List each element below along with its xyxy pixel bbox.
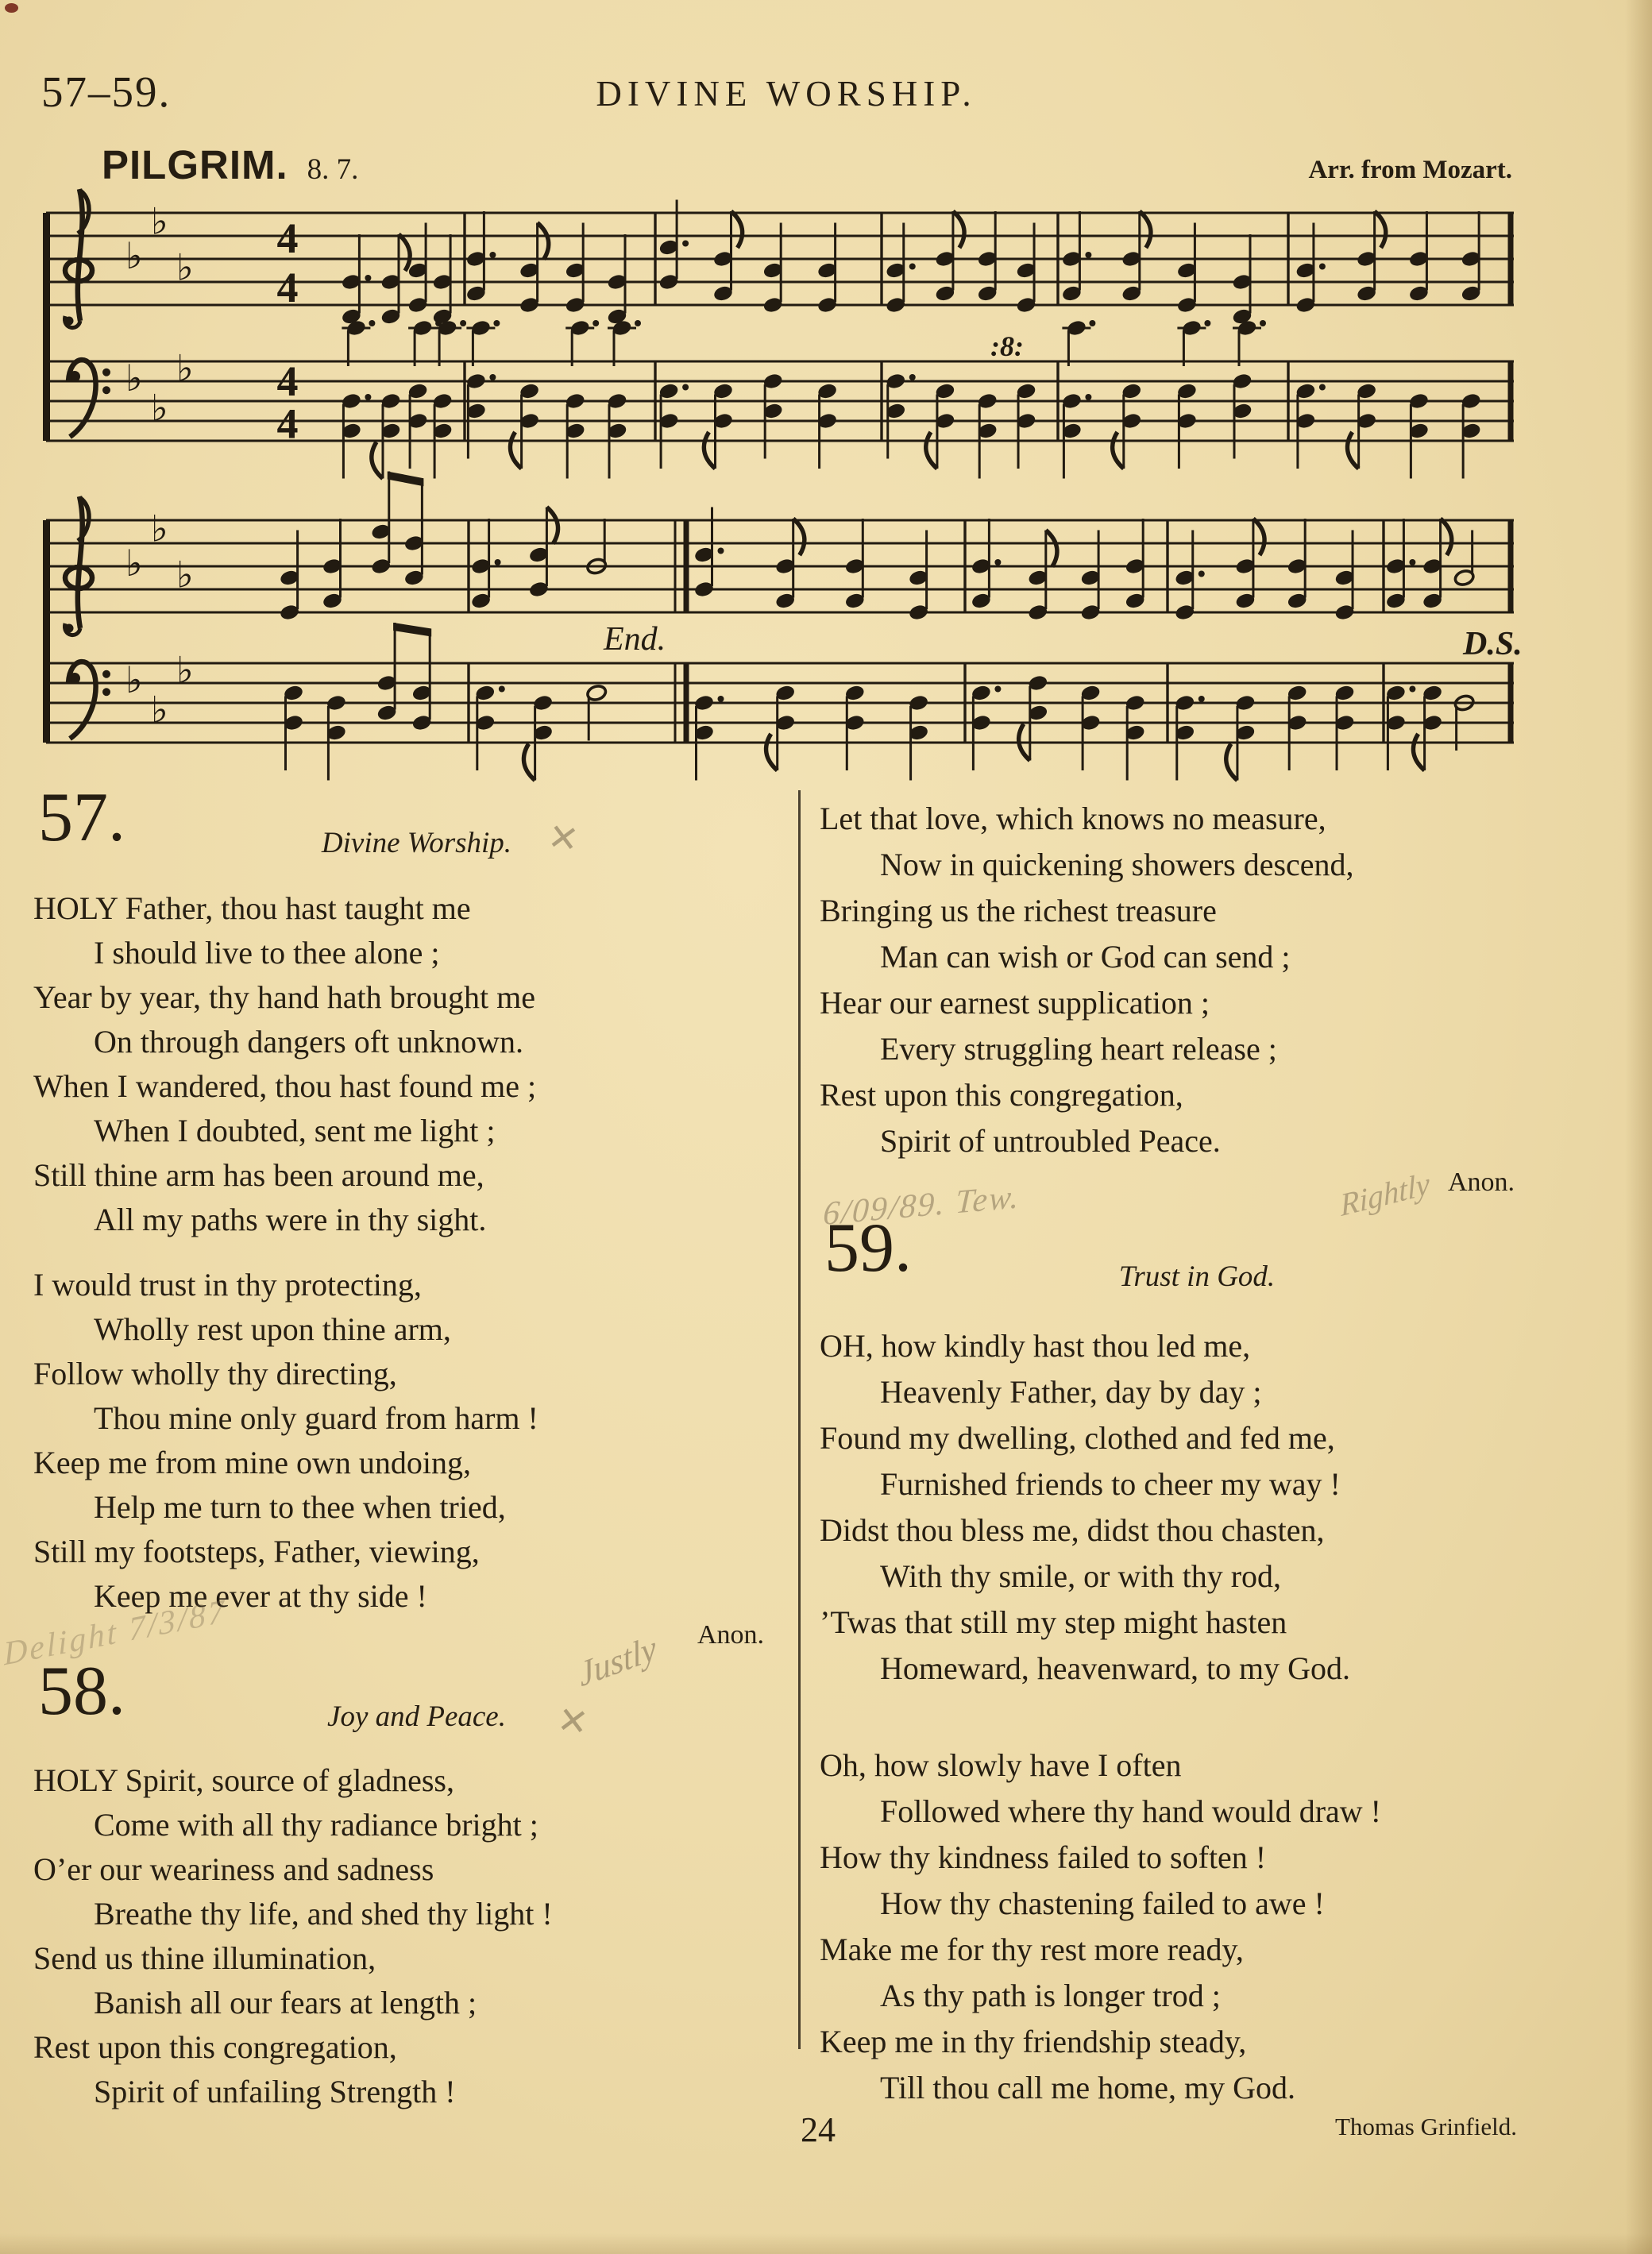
svg-text:4: 4 xyxy=(276,357,299,405)
svg-text:♭: ♭ xyxy=(176,346,194,390)
verse-line: Keep me from mine own undoing, xyxy=(33,1445,471,1480)
verse-line: Now in quickening showers descend, xyxy=(880,847,1354,882)
svg-text:♭: ♭ xyxy=(151,688,168,731)
svg-text:♭: ♭ xyxy=(176,245,194,289)
verse-line: Help me turn to thee when tried, xyxy=(94,1489,506,1525)
verse-line: Make me for thy rest more ready, xyxy=(820,1932,1244,1967)
pencil-x-mark: ✕ xyxy=(545,816,581,861)
ink-speck xyxy=(5,3,18,13)
tune-title-row xyxy=(102,141,358,188)
verse-line: Spirit of untroubled Peace. xyxy=(880,1123,1221,1159)
hymn-number: 57. xyxy=(38,779,125,856)
verse-line: Till thou call me home, my God. xyxy=(880,2070,1295,2105)
verse-line: I would trust in thy protecting, xyxy=(33,1267,422,1303)
svg-text:♭: ♭ xyxy=(151,507,168,550)
verse-line: Every struggling heart release ; xyxy=(880,1031,1277,1067)
verse-line: Found my dwelling, clothed and fed me, xyxy=(820,1420,1335,1456)
hymn-58-stanza-1 xyxy=(33,1758,800,2114)
svg-text:♭: ♭ xyxy=(151,199,168,243)
verse-line: Spirit of unfailing Strength ! xyxy=(94,2074,456,2109)
svg-text:D.S.: D.S. xyxy=(1463,626,1523,662)
verse-line: Heavenly Father, day by day ; xyxy=(880,1374,1262,1410)
verse-line: With thy smile, or with thy rod, xyxy=(880,1558,1282,1594)
hymn-title: Joy and Peace. xyxy=(327,1700,506,1733)
verse-line: Banish all our fears at length ; xyxy=(94,1985,477,2020)
page-edge-shadow xyxy=(0,2233,1652,2254)
hymn-number: 59. xyxy=(824,1210,912,1287)
pencil-x-mark: ✕ xyxy=(554,1699,591,1744)
hymn-57-attribution: Anon. xyxy=(697,1620,764,1650)
page-edge-shadow xyxy=(1625,0,1652,2254)
verse-line: Oh, how slowly have I often xyxy=(820,1747,1182,1783)
verse-line: Still my footsteps, Father, viewing, xyxy=(33,1534,480,1569)
verse-line: ’Twas that still my step might hasten xyxy=(820,1604,1287,1640)
verse-line: How thy kindness failed to soften ! xyxy=(820,1839,1267,1875)
verse-line: Hear our earnest supplication ; xyxy=(820,985,1210,1021)
pencil-note-justly: Justly xyxy=(575,1627,659,1695)
verse-line: Homeward, heavenward, to my God. xyxy=(880,1650,1351,1686)
arranger-credit: Arr. from Mozart. xyxy=(1308,156,1512,184)
page-number: 24 xyxy=(801,2110,836,2149)
tune-name: PILGRIM. xyxy=(102,142,288,187)
verse-line: When I doubted, sent me light ; xyxy=(94,1113,496,1148)
verse-line: I should live to thee alone ; xyxy=(94,935,440,971)
hymn-58-attribution: Anon. xyxy=(1447,1168,1515,1197)
hymn-59-attribution: Thomas Grinfield. xyxy=(1334,2113,1517,2140)
tune-meter: 8. 7. xyxy=(307,153,359,186)
verse-line: Furnished friends to cheer my way ! xyxy=(880,1466,1341,1502)
svg-text:♭: ♭ xyxy=(176,648,194,692)
hymn-number: 58. xyxy=(38,1653,125,1730)
verse-line: All my paths were in thy sight. xyxy=(94,1202,487,1237)
svg-text:4: 4 xyxy=(276,399,299,448)
verse-line: Let that love, which knows no measure, xyxy=(820,801,1326,836)
hymn-57-header xyxy=(33,779,800,883)
verse-line: How thy chastening failed to awe ! xyxy=(880,1885,1325,1921)
verse-line: Send us thine illumination, xyxy=(33,1940,376,1976)
verse-line: Rest upon this congregation, xyxy=(33,2029,397,2065)
svg-text:♭: ♭ xyxy=(151,386,168,430)
right-column xyxy=(820,796,1574,2148)
verse-line: When I wandered, thou hast found me ; xyxy=(33,1068,537,1104)
verse-line: O’er our weariness and sadness xyxy=(33,1851,434,1887)
svg-text:♭: ♭ xyxy=(125,658,143,701)
svg-text:4: 4 xyxy=(276,214,299,262)
svg-text:4: 4 xyxy=(276,263,299,311)
verse-line: Year by year, thy hand hath brought me xyxy=(33,979,535,1015)
hymn-59-header xyxy=(820,1210,1574,1304)
hymn-57-stanza-1 xyxy=(33,886,800,1242)
svg-text:♭: ♭ xyxy=(125,234,143,277)
verse-line: Rest upon this congregation, xyxy=(820,1077,1183,1113)
pencil-note-rightly: Rightly xyxy=(1339,1164,1431,1224)
verse-line: Didst thou bless me, didst thou chasten, xyxy=(820,1512,1325,1548)
svg-text:♭: ♭ xyxy=(125,542,143,585)
verse-line: Bringing us the richest treasure xyxy=(820,893,1217,928)
svg-text:♭: ♭ xyxy=(125,357,143,399)
verse-line: Come with all thy radiance bright ; xyxy=(94,1807,538,1843)
hymn-59-stanza-2 xyxy=(820,1743,1574,2111)
svg-text:End.: End. xyxy=(604,621,666,658)
section-title: DIVINE WORSHIP. xyxy=(596,74,977,114)
verse-line: HOLY Father, thou hast taught me xyxy=(33,890,471,926)
verse-line: Followed where thy hand would draw ! xyxy=(880,1793,1381,1829)
verse-line: HOLY Spirit, source of gladness, xyxy=(33,1762,454,1798)
verse-line: Wholly rest upon thine arm, xyxy=(94,1311,451,1347)
verse-line: Breathe thy life, and shed thy light ! xyxy=(94,1896,553,1932)
hymn-58-stanza-2 xyxy=(820,796,1574,1164)
hymn-title: Trust in God. xyxy=(1118,1260,1276,1293)
left-column xyxy=(33,779,800,2114)
hymn-57-stanza-2 xyxy=(33,1263,800,1619)
verse-line: Thou mine only guard from harm ! xyxy=(94,1400,538,1436)
svg-text::8:: :8: xyxy=(990,330,1024,362)
verse-line: On through dangers oft unknown. xyxy=(94,1024,524,1059)
hymn-number-range: 57–59. xyxy=(41,68,172,116)
verse-line: As thy path is longer trod ; xyxy=(880,1978,1221,2013)
verse-line: Keep me in thy friendship steady, xyxy=(820,2024,1247,2059)
verse-line: Keep me ever at thy side ! xyxy=(94,1578,427,1614)
verse-line: Man can wish or God can send ; xyxy=(880,939,1291,975)
hymn-title: Divine Worship. xyxy=(321,827,512,859)
verse-line: Follow wholly thy directing, xyxy=(33,1356,397,1391)
pencil-note-date-58: Delight 7/3/87 xyxy=(2,1592,228,1673)
verse-line: Still thine arm has been around me, xyxy=(33,1157,484,1193)
svg-text:♭: ♭ xyxy=(176,553,194,596)
pencil-note-date-59: 6/09/89. Tew. xyxy=(822,1178,1021,1233)
hymn-59-stanza-1 xyxy=(820,1323,1574,1692)
verse-line: OH, how kindly hast thou led me, xyxy=(820,1328,1251,1364)
